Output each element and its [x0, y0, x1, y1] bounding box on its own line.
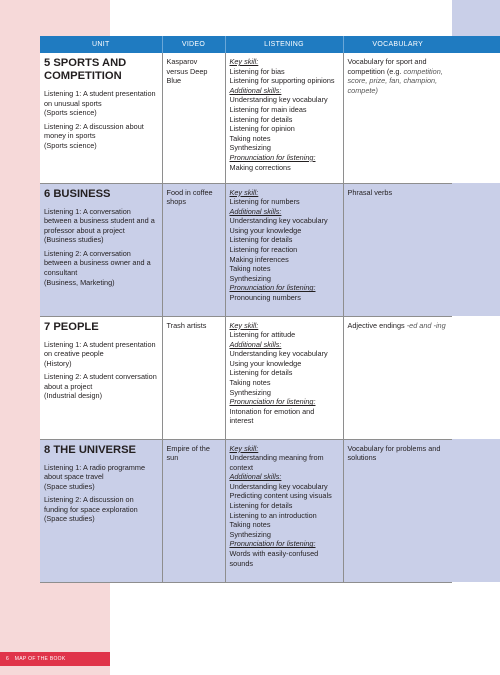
header-unit: UNIT — [40, 36, 162, 53]
key-skill-label: Key skill: — [229, 57, 259, 66]
additional-skills-label: Additional skills: — [229, 472, 282, 482]
skill-item: Understanding key vocabulary — [229, 349, 328, 359]
key-skill-label: Key skill: — [229, 187, 259, 197]
listening-subject: (Sports science) — [44, 140, 97, 150]
listening-subject: (Space studies) — [44, 481, 95, 491]
pronunciation-item: Pronouncing numbers — [229, 293, 301, 303]
video-cell: Empire of the sun — [162, 439, 225, 582]
skill-item: Understanding key vocabulary — [229, 95, 328, 105]
listening-cell — [225, 316, 343, 439]
listening-text: Listening 1: A conversation between a business student and a professor about a project — [44, 206, 155, 235]
listening-entry — [44, 463, 158, 492]
skill-item: Listening for details — [229, 235, 293, 245]
table-row — [40, 439, 452, 582]
unit-cell — [40, 439, 162, 582]
pronunciation-label: Pronunciation for listening: — [229, 539, 316, 549]
skill-item: Making inferences — [229, 254, 289, 264]
unit-title: 5 SPORTS AND COMPETITION — [44, 57, 127, 82]
table-row — [40, 53, 452, 183]
table-row — [40, 316, 452, 439]
footer-label: MAP OF THE BOOK — [14, 656, 66, 662]
vocabulary-examples: -ed and -ing — [406, 320, 446, 330]
listening-subject: (Industrial design) — [44, 391, 102, 401]
listening-entry — [44, 495, 158, 524]
additional-skills-label: Additional skills: — [229, 85, 282, 95]
skill-item: Listening for attitude — [229, 330, 296, 340]
map-of-book-table — [40, 36, 452, 583]
skill-item: Synthesizing — [229, 273, 271, 283]
listening-text: Listening 1: A radio programme about space travel — [44, 462, 145, 482]
skill-item: Listening for opinion — [229, 124, 295, 134]
listening-entry — [44, 207, 158, 245]
skill-item: Predicting content using visuals — [229, 491, 332, 501]
skill-item: Taking notes — [229, 520, 271, 530]
unit-title: 7 PEOPLE — [44, 320, 99, 333]
skill-item: Listening for supporting opinions — [229, 76, 335, 86]
key-skill-label: Key skill: — [229, 443, 259, 453]
unit-title: 6 BUSINESS — [44, 187, 111, 200]
skill-item: Using your knowledge — [229, 225, 302, 235]
skill-item: Understanding meaning from context — [229, 453, 324, 472]
unit-cell — [40, 53, 162, 183]
listening-cell — [225, 439, 343, 582]
listening-subject: (History) — [44, 358, 72, 368]
skill-item: Listening for details — [229, 114, 293, 124]
additional-skills-label: Additional skills: — [229, 206, 282, 216]
header-vocabulary: VOCABULARY — [343, 36, 452, 53]
skill-item: Using your knowledge — [229, 358, 302, 368]
pronunciation-label: Pronunciation for listening: — [229, 397, 316, 407]
skill-item: Listening for details — [229, 368, 293, 378]
additional-skills-label: Additional skills: — [229, 339, 282, 349]
skill-item: Listening for main ideas — [229, 104, 307, 114]
pronunciation-label: Pronunciation for listening: — [229, 283, 316, 293]
pronunciation-item: Words with easily-confused sounds — [229, 549, 319, 568]
vocabulary-examples: competition, score, prize, fan, champion, compete) — [347, 66, 443, 95]
listening-text: Listening 1: A student presentation on unusual sports — [44, 89, 156, 108]
skill-item: Listening for reaction — [229, 245, 298, 255]
video-cell: Kasparov versus Deep Blue — [162, 53, 225, 183]
vocabulary-text: Phrasal verbs — [347, 187, 393, 197]
listening-cell — [225, 183, 343, 316]
listening-entry — [44, 122, 158, 151]
skill-item: Understanding key vocabulary — [229, 481, 328, 491]
vocabulary-cell — [343, 316, 452, 439]
next-column-strip — [452, 0, 500, 582]
video-cell: Trash artists — [162, 316, 225, 439]
skill-item: Synthesizing — [229, 143, 271, 153]
skill-item: Listening for numbers — [229, 197, 300, 207]
table-header-row — [40, 36, 452, 53]
skill-item: Synthesizing — [229, 387, 271, 397]
vocabulary-text: Vocabulary for sport and competition (e.g. — [347, 57, 427, 76]
video-cell: Food in coffee shops — [162, 183, 225, 316]
listening-text: Listening 2: A discussion on funding for space exploration — [44, 495, 138, 514]
vocabulary-cell — [343, 53, 452, 183]
listening-subject: (Sports science) — [44, 108, 97, 118]
unit-title: 8 THE UNIVERSE — [44, 443, 137, 456]
listening-text: Listening 2: A discussion about money in sports — [44, 121, 144, 141]
skill-item: Taking notes — [229, 133, 271, 143]
listening-subject: (Business studies) — [44, 235, 104, 245]
pronunciation-item: Intonation for emotion and interest — [229, 406, 315, 426]
listening-entry — [44, 249, 158, 287]
pronunciation-label: Pronunciation for listening: — [229, 152, 316, 162]
header-video: VIDEO — [162, 36, 225, 53]
listening-entry — [44, 340, 158, 369]
listening-text: Listening 2: A student conversation about a project — [44, 372, 157, 391]
listening-text: Listening 1: A student presentation on creative people — [44, 339, 156, 359]
listening-subject: (Space studies) — [44, 514, 95, 524]
vocabulary-cell — [343, 183, 452, 316]
vocabulary-cell — [343, 439, 452, 582]
skill-item: Understanding key vocabulary — [229, 216, 328, 226]
skill-item: Taking notes — [229, 264, 271, 274]
listening-entry — [44, 89, 158, 118]
vocabulary-text: Vocabulary for problems and solutions — [347, 443, 441, 463]
pronunciation-item: Making corrections — [229, 162, 291, 172]
skill-item: Listening for bias — [229, 66, 285, 76]
listening-subject: (Business, Marketing) — [44, 277, 115, 287]
skill-item: Taking notes — [229, 378, 271, 388]
skill-item: Synthesizing — [229, 529, 271, 539]
listening-cell — [225, 53, 343, 183]
header-listening: LISTENING — [225, 36, 343, 53]
skill-item: Listening to an introduction — [229, 510, 317, 520]
listening-entry — [44, 372, 158, 401]
listening-text: Listening 2: A conversation between a business owner and a consultant — [44, 248, 151, 278]
key-skill-label: Key skill: — [229, 320, 259, 330]
page-footer — [0, 652, 110, 666]
table-row — [40, 183, 452, 316]
page-number: 6 — [6, 656, 10, 662]
unit-cell — [40, 183, 162, 316]
unit-cell — [40, 316, 162, 439]
vocabulary-text: Adjective endings — [347, 320, 405, 330]
skill-item: Listening for details — [229, 501, 293, 511]
